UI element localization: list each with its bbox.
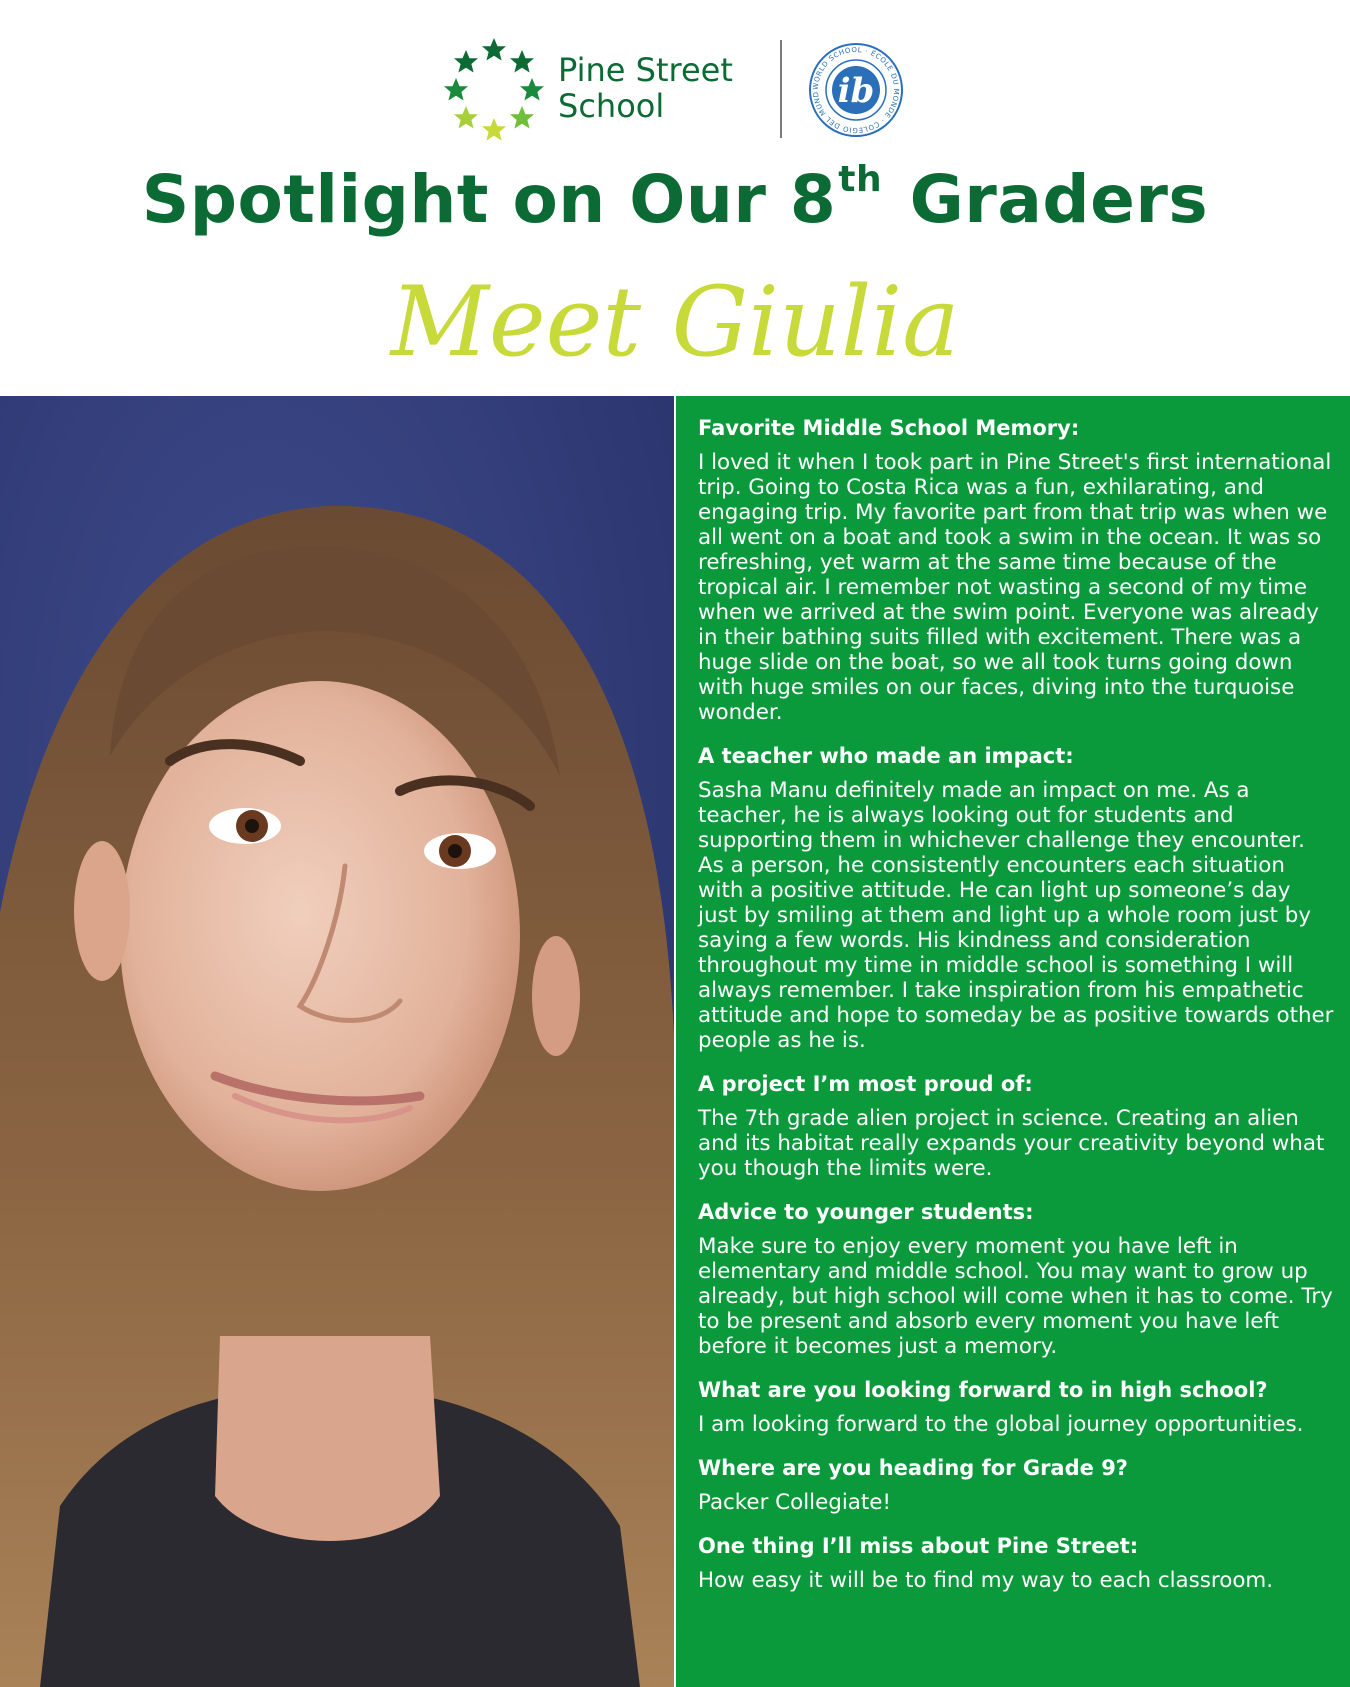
qa-item: [698, 1532, 1336, 1593]
question-heading: Where are you heading for Grade 9?: [698, 1456, 1128, 1480]
qa-item: [698, 1454, 1336, 1515]
school-name: [558, 52, 768, 124]
title-prefix: Spotlight on Our 8: [141, 161, 837, 238]
ring-of-stars-icon: [438, 34, 550, 144]
qa-item: [698, 414, 1336, 725]
answer-text: Packer Collegiate!: [698, 1490, 892, 1515]
question-heading: A project I’m most proud of:: [698, 1072, 1033, 1096]
answer-text: I loved it when I took part in Pine Street's first international trip. Going to Costa Rica was a fun, exhilarating, and engaging trip. My favorite part from that trip was when we all went on a boat and took a swim in the ocean. It was so refreshing, yet warm at the same time because of the tropical air. I remember not wasting a second of my time when we arrived at the swim point. Everyone was already in their bathing suits filled with excitement. There was a huge slide on the boat, so we all took turns going down with huge smiles on our faces, diving into the turquoise wonder.: [698, 450, 1332, 725]
answer-text: Sasha Manu definitely made an impact on me. As a teacher, he is always looking out for students and supporting them in whichever challenge they encounter. As a person, he consistently encounters each situation with a positive attitude. He can light up someone’s day just by smiling at them and light up a whole room just by saying a few words. His kindness and consideration throughout my time in middle school is something I will always remember. I take inspiration from his empathetic attitude and hope to someday be as positive towards other people as he is.: [698, 778, 1334, 1053]
question-heading: Advice to younger students:: [698, 1200, 1034, 1224]
answer-text: I am looking forward to the global journey opportunities.: [698, 1412, 1304, 1437]
title-ordinal-suffix: th: [838, 159, 883, 200]
answer-text: How easy it will be to find my way to each classroom.: [698, 1568, 1274, 1593]
qa-item: [698, 742, 1336, 1053]
ib-world-school-logo: [806, 40, 906, 140]
logo-divider: [780, 40, 782, 138]
qa-item: [698, 1376, 1336, 1437]
question-heading: What are you looking forward to in high school?: [698, 1378, 1268, 1402]
school-name-line1: Pine Street: [558, 51, 733, 89]
qa-panel: [676, 396, 1350, 1687]
student-name-heading: Meet Giulia: [390, 266, 960, 378]
question-heading: A teacher who made an impact:: [698, 744, 1074, 768]
answer-text: The 7th grade alien project in science. Creating an alien and its habitat really expands your creativity beyond what you though the limits were.: [698, 1106, 1325, 1181]
question-heading: Favorite Middle School Memory:: [698, 416, 1080, 440]
title-suffix: Graders: [886, 161, 1209, 238]
student-portrait: [0, 396, 674, 1687]
qa-item: [698, 1198, 1336, 1359]
school-name-line2: School: [558, 87, 665, 125]
ib-ring-text: WORLD SCHOOL · ÉCOLE DU MONDE · COLEGIO DEL MUND: [811, 45, 901, 135]
answer-text: Make sure to enjoy every moment you have left in elementary and middle school. You may want to grow up already, but high school will come when it has to come. Try to be present and absorb every moment you have left before it becomes just a memory.: [698, 1234, 1333, 1359]
page-title: [0, 152, 1350, 248]
question-heading: One thing I’ll miss about Pine Street:: [698, 1534, 1139, 1558]
ib-letters: ib: [837, 71, 875, 111]
header: [0, 0, 1350, 396]
qa-item: [698, 1070, 1336, 1181]
logo-row: [0, 34, 1350, 144]
